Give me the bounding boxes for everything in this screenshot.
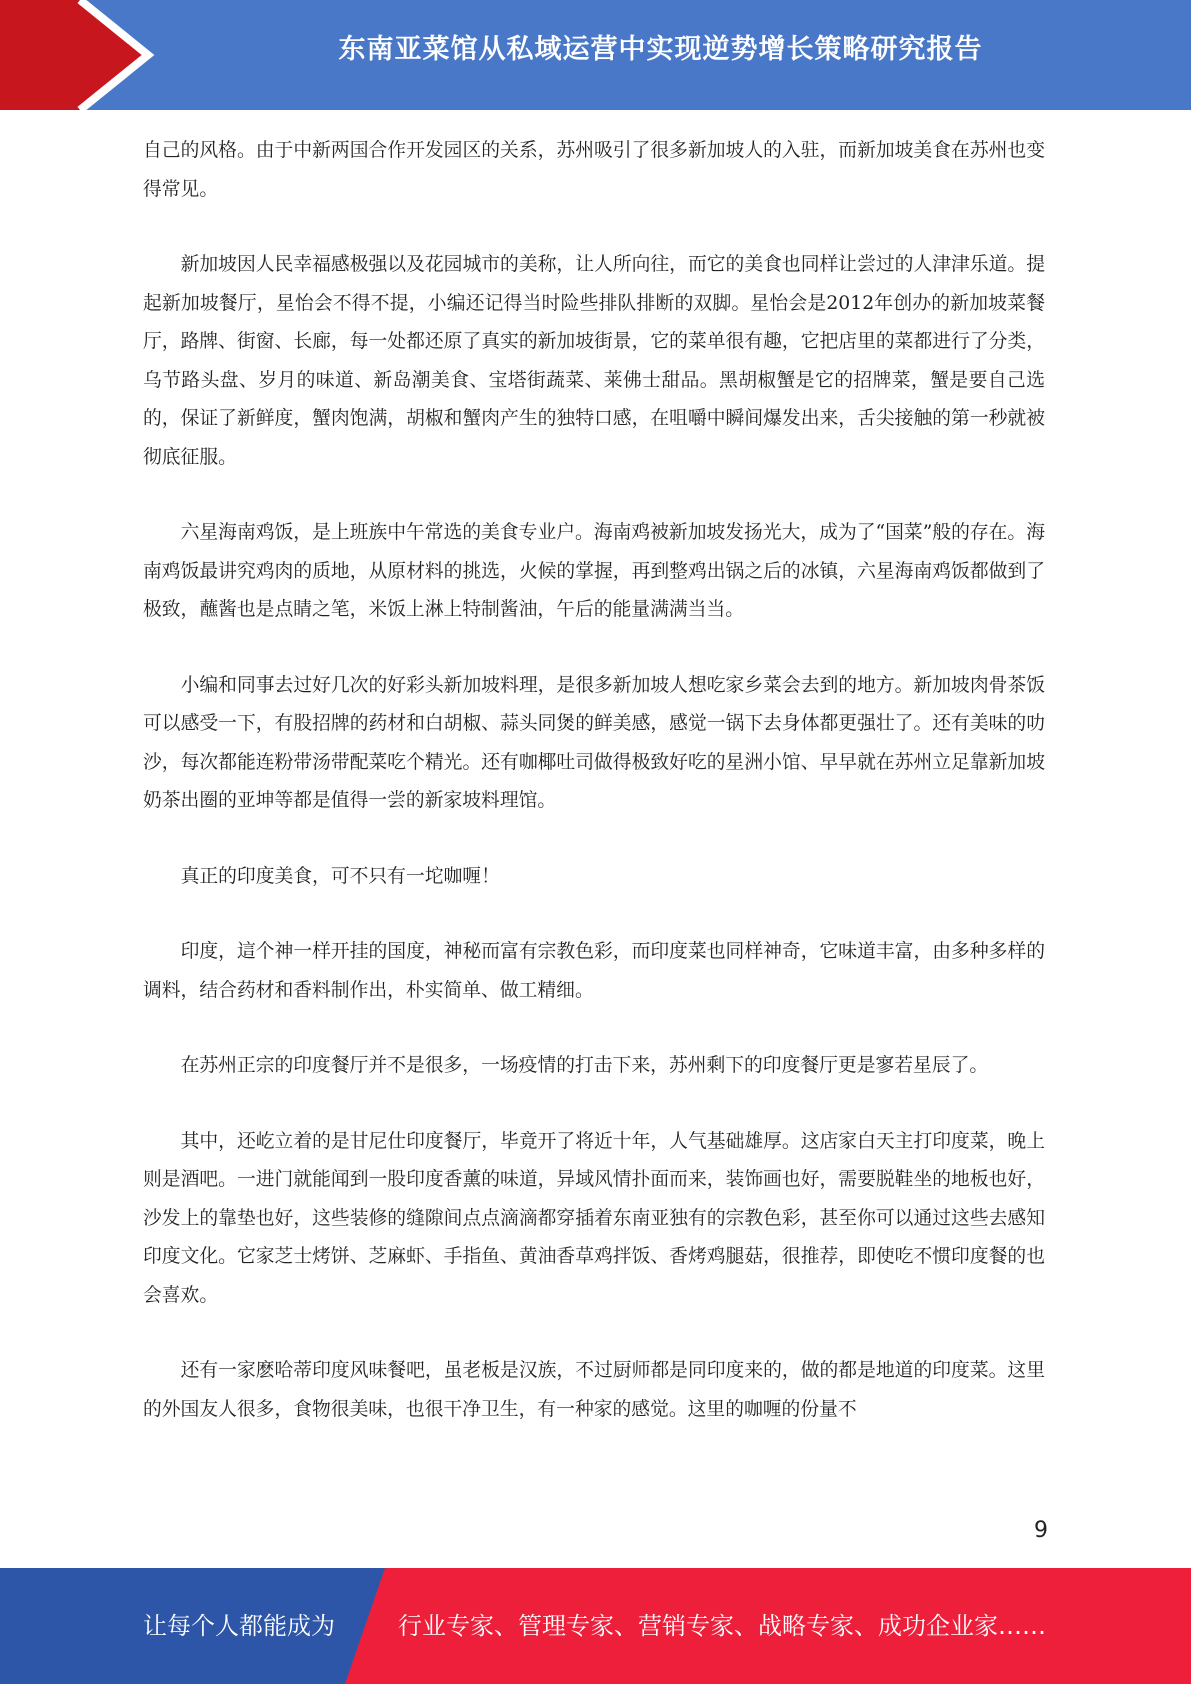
paragraph: 自己的风格。由于中新两国合作开发园区的关系，苏州吸引了很多新加坡人的入驻，而新加坡美食在苏州也变得常见。 [143,140,1045,200]
page-footer [0,1568,1191,1684]
paragraph: 其中，还屹立着的是甘尼仕印度餐厅，毕竟开了将近十年，人气基础雄厚。这店家白天主打印度菜，晚上则是酒吧。一进门就能闻到一股印度香薰的味道，异域风情扑面而来，装饰画也好，需要脱鞋坐的地板也好，沙发上的靠垫也好，这些装修的缝隙间点点滴滴都穿插着东南亚独有的宗教色彩，甚至你可以通过这些去感知印度文化。它家芝士烤饼、芝麻虾、手指鱼、黄油香草鸡拌饭、香烤鸡腿菇，很推荐，即使吃不惯印度餐的也会喜欢。 [143,1130,1045,1306]
page-header [0,0,1191,110]
header-red-arrow [0,0,148,110]
footer-slogan-left: 让每个人都能成为 [143,1612,335,1640]
page-number: 9 [1034,1518,1048,1543]
paragraph: 小编和同事去过好几次的好彩头新加坡料理，是很多新加坡人想吃家乡菜会去到的地方。新加坡肉骨茶饭可以感受一下，有股招牌的药材和白胡椒、蒜头同煲的鲜美感，感觉一锅下去身体都更强壮了。还有美味的叻沙，每次都能连粉带汤带配菜吃个精光。还有咖椰吐司做得极致好吃的星洲小馆、早早就在苏州立足靠新加坡奶茶出圈的亚坤等都是值得一尝的新家坡料理馆。 [143,674,1045,811]
paragraph: 新加坡因人民幸福感极强以及花园城市的美称，让人所向往，而它的美食也同样让尝过的人津津乐道。提起新加坡餐厅，星怡会不得不提，小编还记得当时险些排队排断的双脚。星怡会是2012年创办的新加坡菜餐厅，路牌、街窗、长廊，每一处都还原了真实的新加坡街景，它的菜单很有趣，它把店里的菜都进行了分类，乌节路头盘、岁月的味道、新岛潮美食、宝塔街蔬菜、莱佛士甜品。黑胡椒蟹是它的招牌菜，蟹是要自己选的，保证了新鲜度，蟹肉饱满，胡椒和蟹肉产生的独特口感，在咀嚼中瞬间爆发出来，舌尖接触的第一秒就被彻底征服。 [143,254,1045,468]
paragraph: 六星海南鸡饭，是上班族中午常选的美食专业户。海南鸡被新加坡发扬光大，成为了“国菜”般的存在。海南鸡饭最讲究鸡肉的质地，从原材料的挑选，火候的掌握，再到整鸡出锅之后的冰镇，六星海南鸡饭都做到了极致，蘸酱也是点睛之笔，米饭上淋上特制酱油，午后的能量满满当当。 [143,522,1045,620]
report-title: 东南亚菜馆从私域运营中实现逆势增长策略研究报告 [338,34,983,65]
paragraph: 还有一家麽哈蒂印度风味餐吧，虽老板是汉族，不过厨师都是同印度来的，做的都是地道的印度菜。这里的外国友人很多，食物很美味，也很干净卫生，有一种家的感觉。这里的咖喱的份量不 [143,1360,1045,1420]
paragraph: 真正的印度美食，可不只有一坨咖喱！ [180,865,500,887]
paragraph: 在苏州正宗的印度餐厅并不是很多，一场疫情的打击下来，苏州剩下的印度餐厅更是寥若星辰了。 [180,1055,989,1076]
footer-slogan-right: 行业专家、管理专家、营销专家、战略专家、成功企业家…… [398,1612,1046,1640]
paragraph: 印度，這个神一样开挂的国度，神秘而富有宗教色彩，而印度菜也同样神奇，它味道丰富，由多种多样的调料，结合药材和香料制作出，朴实简单、做工精细。 [143,941,1045,1001]
article-body [143,132,1045,1466]
